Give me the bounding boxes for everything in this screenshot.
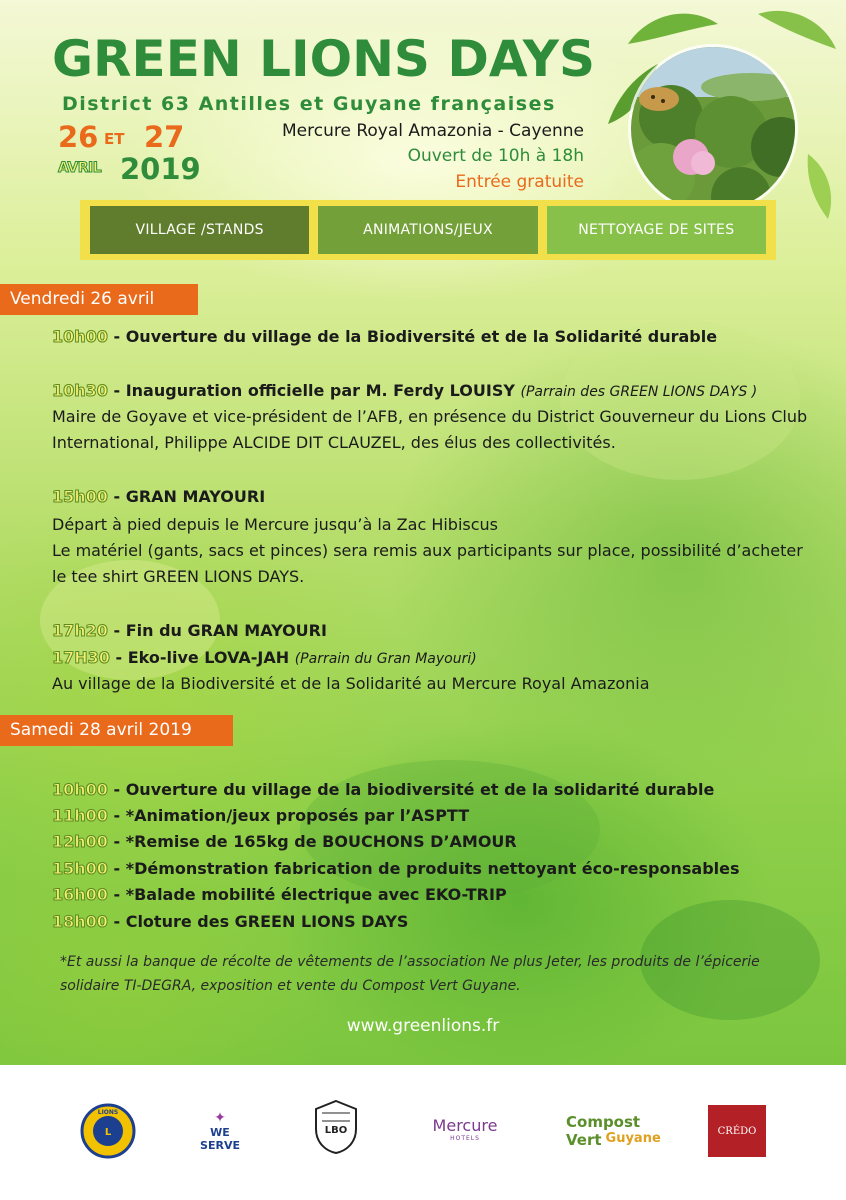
event-description: Au village de la Biodiversité et de la Solidarité au Mercure Royal Amazonia xyxy=(52,674,650,693)
activity-tabs xyxy=(80,200,776,260)
date-year: 2019 xyxy=(120,152,201,186)
schedule-item xyxy=(52,803,469,829)
credo-text: CRÉDO xyxy=(717,1125,757,1137)
schedule-item xyxy=(52,882,507,908)
event-title-text: - Cloture des GREEN LIONS DAYS xyxy=(107,912,409,931)
svg-text:L: L xyxy=(104,1127,112,1138)
event-time: 16h00 xyxy=(52,885,108,904)
we-serve-bird-icon: ✦ xyxy=(214,1110,226,1126)
schedule-item xyxy=(52,324,717,350)
date-month: AVRIL xyxy=(58,160,102,176)
schedule-item xyxy=(52,829,517,855)
compost-vert-guyane-logo xyxy=(566,1105,674,1157)
schedule-item xyxy=(52,645,477,672)
schedule-item xyxy=(52,856,740,882)
opening-hours: Ouvert de 10h à 18h xyxy=(407,146,584,166)
lbo-logo xyxy=(312,1099,360,1155)
event-title-text: - Eko-live LOVA-JAH xyxy=(109,648,295,667)
event-title-text: - GRAN MAYOURI xyxy=(107,487,266,506)
partner-logos xyxy=(0,1065,846,1200)
compost-text-2: Vert xyxy=(566,1131,602,1149)
event-title-text: - Ouverture du village de la biodiversité et de la solidarité durable xyxy=(107,780,715,799)
jungle-photo xyxy=(628,44,798,214)
event-title-text: - Ouverture du village de la Biodiversité et de la Solidarité durable xyxy=(107,327,718,346)
schedule-item xyxy=(52,909,408,935)
event-title-text: - *Animation/jeux proposés par l’ASPTT xyxy=(107,806,470,825)
we-serve-logo xyxy=(196,1097,244,1165)
we-serve-text-1: WE xyxy=(210,1126,230,1139)
event-subtitle: District 63 Antilles et Guyane françaises xyxy=(62,93,556,115)
event-description: Le matériel (gants, sacs et pinces) sera remis aux participants sur place, possibilité d’acheter le tee shirt GREEN LIONS DAYS. xyxy=(52,541,803,586)
event-note: (Parrain du Gran Mayouri) xyxy=(294,651,477,667)
event-title-text: - Inauguration officielle par M. Ferdy LOUISY xyxy=(107,381,521,400)
compost-text-row xyxy=(566,1131,661,1149)
event-time: 10h00 xyxy=(52,327,108,346)
mercure-sub-text: HOTELS xyxy=(450,1135,480,1142)
event-description: Départ à pied depuis le Mercure jusqu’à la Zac Hibiscus xyxy=(52,515,499,534)
compost-text-3: Guyane xyxy=(605,1131,661,1146)
mercure-text: Mercure xyxy=(432,1116,498,1135)
event-time: 17h20 xyxy=(52,621,108,640)
footnote: *Et aussi la banque de récolte de vêtements de l’association Ne plus Jeter, les produits de l’épicerie solidaire TI-DEGRA, exposition et vente du Compost Vert Guyane. xyxy=(60,954,760,994)
event-time: 11h00 xyxy=(52,806,108,825)
tab-village-stands[interactable]: VILLAGE /STANDS xyxy=(90,206,309,254)
compost-text-1: Compost xyxy=(566,1113,641,1131)
event-time: 18h00 xyxy=(52,912,108,931)
date-day-2: 27 xyxy=(144,120,185,154)
event-time: 15h00 xyxy=(52,859,108,878)
event-dates xyxy=(58,120,218,190)
event-title-text: - Fin du GRAN MAYOURI xyxy=(107,621,327,640)
event-title-text: - *Démonstration fabrication de produits nettoyant éco-responsables xyxy=(107,859,740,878)
event-title-text: - *Balade mobilité électrique avec EKO-TRIP xyxy=(107,885,507,904)
lions-club-logo xyxy=(80,1103,136,1159)
venue-text: Mercure Royal Amazonia - Cayenne xyxy=(282,121,584,141)
event-time: 12h00 xyxy=(52,832,108,851)
schedule-item xyxy=(52,777,714,803)
schedule-item xyxy=(52,484,265,510)
event-title-text: - *Remise de 165kg de BOUCHONS D’AMOUR xyxy=(107,832,517,851)
tab-nettoyage-sites[interactable]: NETTOYAGE DE SITES xyxy=(547,206,766,254)
free-entry: Entrée gratuite xyxy=(455,172,584,192)
website-link[interactable]: www.greenlions.fr xyxy=(346,1016,500,1036)
date-et: ET xyxy=(104,130,125,148)
date-day-1: 26 xyxy=(58,120,99,154)
tab-animations-jeux[interactable]: ANIMATIONS/JEUX xyxy=(318,206,537,254)
schedule-item xyxy=(52,618,327,644)
lions-logo-text: LIONS xyxy=(97,1109,119,1116)
event-time: 10h00 xyxy=(52,780,108,799)
lbo-text: LBO xyxy=(324,1125,348,1136)
we-serve-text-2: SERVE xyxy=(200,1139,240,1152)
event-title: GREEN LIONS DAYS xyxy=(52,30,595,88)
mercure-logo xyxy=(420,1107,510,1151)
credo-logo xyxy=(708,1105,766,1157)
schedule-item xyxy=(52,378,757,405)
event-time: 17H30 xyxy=(52,648,110,667)
event-note: (Parrain des GREEN LIONS DAYS ) xyxy=(520,384,758,400)
event-description: Maire de Goyave et vice-président de l’AFB, en présence du District Gouverneur du Lions Club International, Philippe ALCIDE DIT CLAUZEL, des élus des collectivités. xyxy=(52,407,808,452)
event-time: 10h30 xyxy=(52,381,108,400)
day-label-friday: Vendredi 26 avril xyxy=(0,284,198,315)
day-label-saturday: Samedi 28 avril 2019 xyxy=(0,715,233,746)
event-time: 15h00 xyxy=(52,487,108,506)
